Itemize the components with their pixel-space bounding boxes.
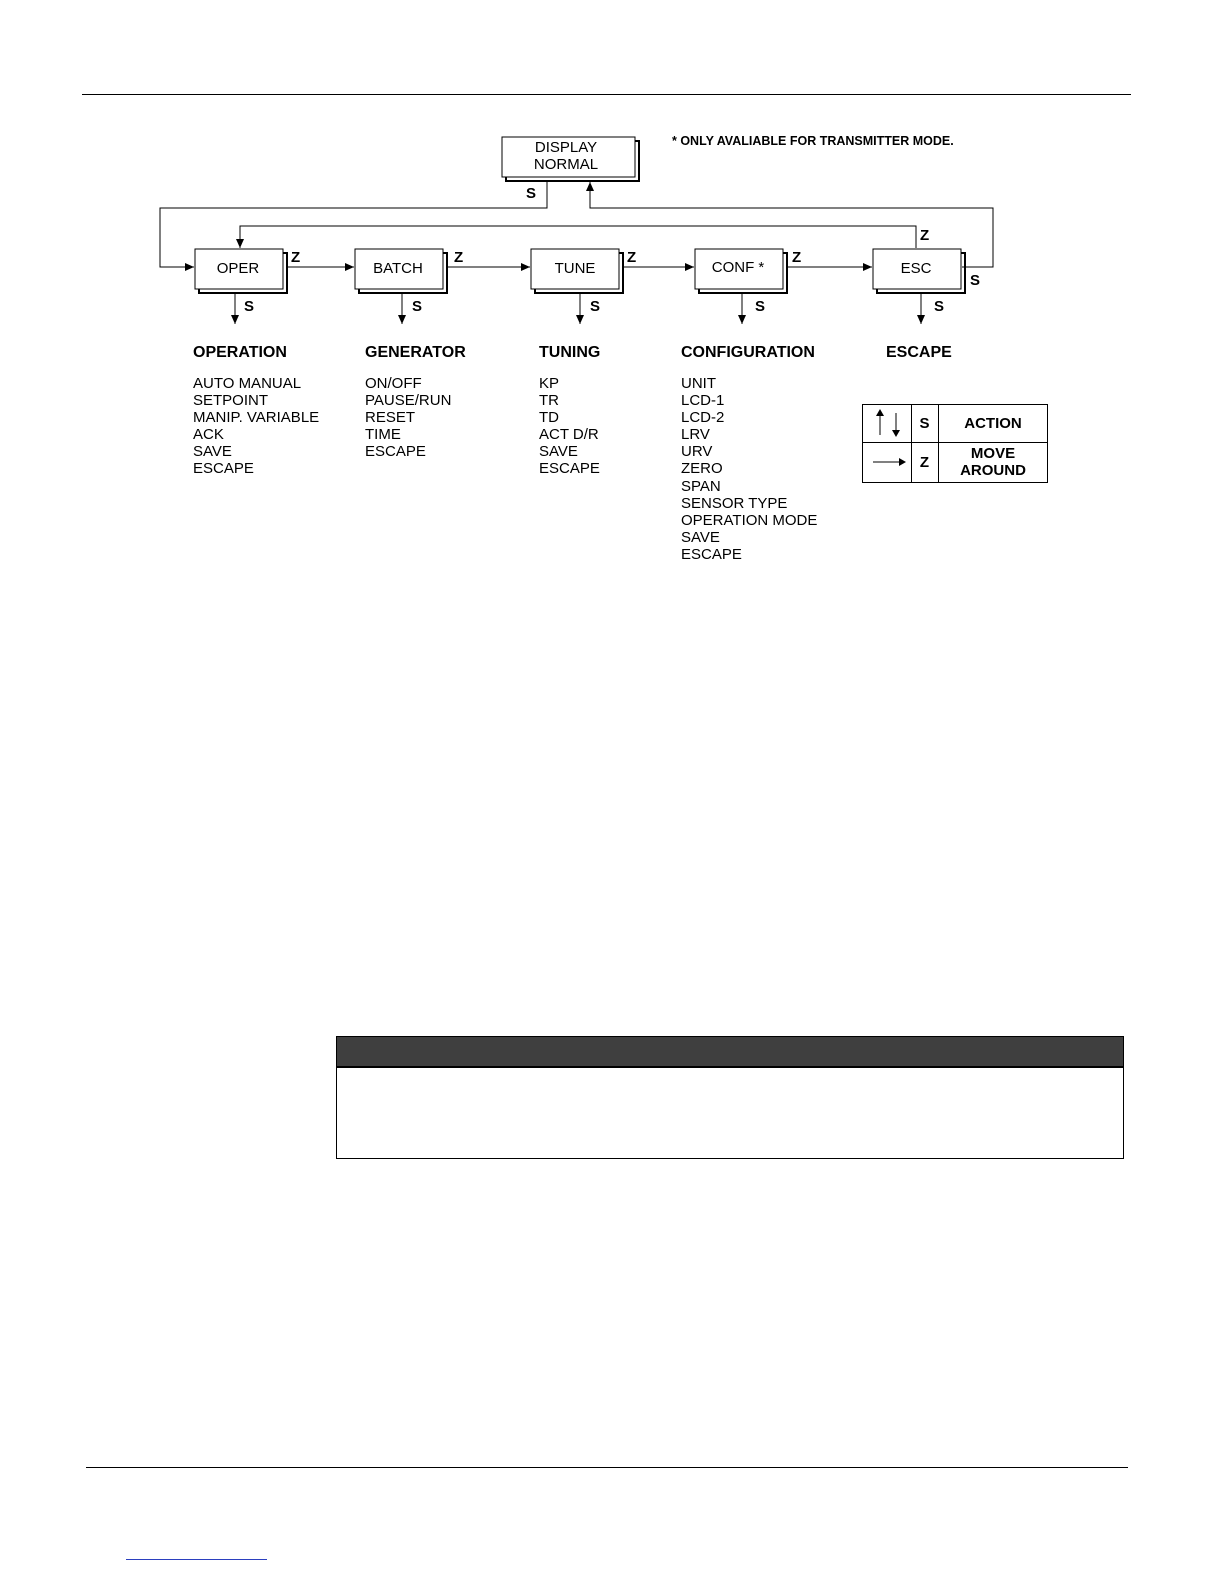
configuration-list — [681, 375, 817, 563]
conf-box-label: CONF * — [711, 259, 765, 276]
batch-z-label: Z — [454, 249, 464, 266]
list-item: MANIP. VARIABLE — [193, 409, 320, 427]
list-item: LRV — [681, 426, 710, 444]
list-item: KP — [539, 375, 560, 392]
section-title-generator: GENERATOR — [365, 344, 466, 361]
list-item: SENSOR TYPE — [681, 494, 788, 512]
conf-box — [695, 249, 787, 293]
legend-label-action: ACTION — [964, 415, 1022, 432]
display-box-line2: NORMAL — [533, 156, 599, 173]
tune-z-label: Z — [627, 249, 637, 266]
esc-s-down-label: S — [934, 298, 945, 315]
batch-box-label: BATCH — [373, 260, 423, 277]
list-item: SETPOINT — [193, 392, 269, 410]
list-item: ESCAPE — [539, 460, 600, 478]
tuning-list — [539, 375, 600, 478]
right-arrow-icon — [863, 442, 912, 482]
list-item: UNIT — [681, 375, 716, 392]
legend-row-move — [863, 442, 1047, 482]
batch-box — [355, 249, 447, 293]
list-item: LCD-2 — [681, 409, 725, 427]
list-item: ON/OFF — [365, 375, 422, 392]
list-item: SPAN — [681, 477, 721, 495]
esc-to-oper-connector — [240, 226, 916, 248]
section-title-escape: ESCAPE — [886, 344, 952, 361]
legend-row-action — [863, 405, 1047, 443]
esc-box-label: ESC — [900, 260, 932, 277]
tune-s-label: S — [590, 298, 601, 315]
notice-box — [336, 1036, 1124, 1159]
list-item: TIME — [365, 426, 401, 444]
list-item: AUTO MANUAL — [193, 375, 302, 392]
list-item: ESCAPE — [681, 545, 742, 563]
footer-link-underline[interactable] — [126, 1559, 267, 1560]
display-box-line1: DISPLAY — [534, 139, 598, 156]
list-item: ESCAPE — [193, 460, 254, 478]
list-item: ESCAPE — [365, 443, 426, 461]
list-item: SAVE — [681, 528, 720, 546]
section-title-configuration: CONFIGURATION — [681, 344, 815, 361]
oper-box-label: OPER — [216, 260, 260, 277]
legend-key-z: Z — [911, 442, 939, 482]
batch-s-label: S — [412, 298, 423, 315]
up-down-arrows-icon — [863, 405, 912, 442]
transmitter-mode-note: * ONLY AVALIABLE FOR TRANSMITTER MODE. — [672, 134, 954, 148]
display-normal-box — [502, 137, 639, 181]
list-item: SAVE — [539, 443, 578, 461]
list-item: ACT D/R — [539, 426, 599, 444]
notice-header-bar — [337, 1037, 1123, 1068]
oper-z-label: Z — [291, 249, 301, 266]
list-item: TR — [539, 392, 559, 410]
list-item: SAVE — [193, 443, 232, 461]
oper-s-label: S — [244, 298, 255, 315]
tune-box — [531, 249, 623, 293]
esc-box — [873, 249, 965, 293]
list-item: TD — [539, 409, 559, 427]
legend-label-move-around: MOVE AROUND — [960, 445, 1026, 479]
list-item: ACK — [193, 426, 224, 444]
list-item: LCD-1 — [681, 392, 725, 410]
section-title-tuning: TUNING — [539, 344, 601, 361]
section-title-operation: OPERATION — [193, 344, 287, 361]
list-item: URV — [681, 443, 713, 461]
esc-z-label: Z — [920, 227, 930, 244]
generator-list — [365, 375, 451, 460]
esc-s-label: S — [970, 272, 981, 289]
list-item: OPERATION MODE — [681, 511, 818, 529]
legend-key-s: S — [911, 405, 939, 442]
display-s-label: S — [526, 185, 537, 202]
menu-flow-diagram — [0, 0, 1224, 600]
list-item: PAUSE/RUN — [365, 392, 452, 410]
key-legend-table — [862, 404, 1048, 483]
conf-s-label: S — [755, 298, 766, 315]
operation-list — [193, 375, 319, 478]
oper-box — [195, 249, 287, 293]
tune-box-label: TUNE — [554, 260, 596, 277]
footer-rule — [86, 1467, 1128, 1468]
conf-z-label: Z — [792, 249, 802, 266]
list-item: RESET — [365, 409, 416, 427]
list-item: ZERO — [681, 460, 723, 478]
